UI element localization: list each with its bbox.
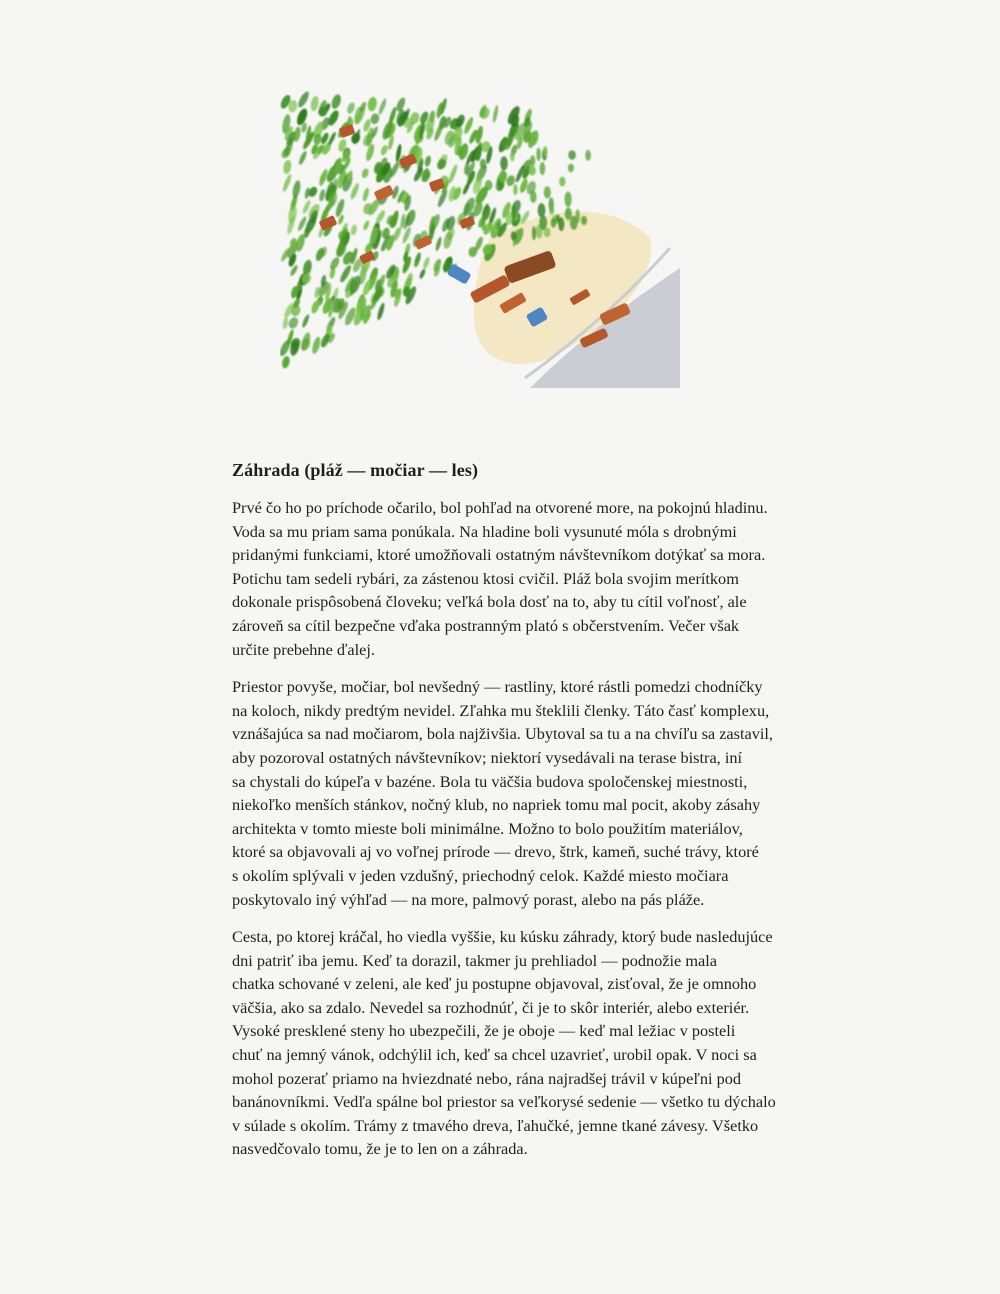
tree-stroke — [500, 156, 508, 170]
paragraph-line: dni patriť iba jemu. Keď ta dorazil, takmer ju prehliadol — podnožie mala — [232, 950, 717, 970]
tree-stroke — [532, 226, 536, 240]
paragraph-3 — [232, 925, 832, 1161]
tree-stroke — [362, 187, 371, 202]
tree-stroke — [376, 302, 386, 321]
paragraph-line: Potichu tam sedeli rybári, za zástenou ktosi cvičil. Pláž bola svojim merítkom — [232, 568, 739, 588]
paragraph-line: v súlade s okolím. Trámy z tmavého dreva, ľahučké, jemne tkané závesy. Všetko — [232, 1115, 759, 1135]
tree-stroke — [435, 236, 443, 251]
tree-stroke — [529, 166, 536, 176]
paragraph-line: mohol pozerať priamo na hviezdnaté nebo, rána najradšej trávil v kúpeľni pod — [232, 1068, 742, 1088]
tree-stroke — [565, 208, 572, 221]
paragraph-line: poskytovalo iný výhľad — na more, palmový porast, alebo na pás pláže. — [232, 889, 705, 909]
tree-stroke — [427, 213, 442, 234]
paragraph-line: Priestor povyše, močiar, bol nevšedný — rastliny, ktoré rástli pomedzi chodníčky — [232, 677, 763, 697]
article-body — [232, 496, 832, 1161]
paragraph-line: na koloch, nikdy predtým nevidel. Zľahka mu šteklili členky. Táto časť komplexu, — [232, 700, 770, 720]
tree-stroke — [330, 93, 343, 110]
article — [232, 456, 832, 1175]
tree-stroke — [287, 205, 298, 225]
tree-stroke — [492, 105, 499, 123]
tree-stroke — [367, 96, 378, 112]
tree-stroke — [496, 221, 500, 230]
paragraph-line: pridanými funkciami, ktoré umožňovali ostatným návštevníkom dotýkať sa mora. — [232, 545, 766, 565]
tree-stroke — [350, 224, 358, 236]
tree-stroke — [538, 203, 546, 217]
tree-stroke — [422, 256, 431, 269]
tree-stroke — [485, 180, 493, 190]
tree-stroke — [536, 148, 541, 161]
tree-stroke — [581, 216, 587, 226]
paragraph-line: niekoľko menších stánkov, nočný klub, no napriek tomu mal pocit, akoby zásahy — [232, 795, 761, 815]
tree-stroke — [311, 336, 322, 355]
paragraph-line: nasvedčovalo tomu, že je to len on a záhrada. — [232, 1139, 528, 1159]
tree-stroke — [361, 168, 370, 179]
tree-stroke — [346, 101, 356, 114]
tree-stroke — [513, 184, 517, 195]
tree-stroke — [296, 90, 311, 109]
paragraph-1 — [232, 496, 832, 661]
tree-stroke — [301, 314, 311, 329]
paragraph-line: väčšia, ako sa zdalo. Nevedel sa rozhodnúť, či je to skôr interiér, alebo exteriér. — [232, 997, 750, 1017]
paragraph-line: architekta v tomto mieste boli minimálne. Možno to bolo použitím materiálov, — [232, 818, 743, 838]
tree-stroke — [318, 189, 326, 202]
paragraph-line: aby pozoroval ostatných návštevníkov; niektorí vysedávali na terase bistra, iní — [232, 747, 743, 767]
tree-stroke — [565, 192, 572, 208]
tree-stroke — [432, 258, 443, 273]
garden-aerial-painting — [280, 88, 680, 388]
tree-stroke — [281, 173, 293, 192]
tree-stroke — [462, 181, 472, 195]
paragraph-line: chuť na jemný vánok, odchýlil ich, keď sa chcel uzavrieť, urobil opak. V noci sa — [232, 1045, 757, 1065]
tree-stroke — [558, 217, 564, 231]
tree-stroke — [511, 204, 516, 220]
tree-stroke — [539, 215, 547, 230]
tree-stroke — [377, 98, 387, 116]
tree-stroke — [282, 159, 292, 174]
tree-stroke — [500, 170, 507, 184]
tree-stroke — [395, 96, 407, 112]
paragraph-line: s okolím splývali v jeden vzdušný, priechodný celok. Každé miesto močiara — [232, 865, 729, 885]
tree-stroke — [530, 191, 537, 203]
tree-stroke — [424, 155, 432, 167]
tree-stroke — [568, 164, 574, 173]
paragraph-2 — [232, 675, 832, 911]
paragraph-line: sa chystali do kúpeľa v bazéne. Bola tu väčšia budova spoločenskej miestnosti, — [232, 771, 748, 791]
paragraph-line: Prvé čo ho po príchode očarilo, bol pohľad na otvorené more, na pokojnú hladinu. — [232, 498, 768, 517]
tree-stroke — [362, 220, 370, 231]
tree-stroke — [374, 209, 387, 225]
tree-stroke — [568, 150, 576, 160]
paragraph-line: dokonale prispôsobená človeku; veľká bola dosť na to, aby tu cítil voľnosť, ale — [232, 592, 747, 612]
paragraph-line: Voda sa mu priam sama ponúkala. Na hladine boli vysunuté móla s drobnými — [232, 521, 737, 541]
tree-stroke — [282, 317, 289, 330]
tree-stroke — [447, 164, 459, 184]
tree-stroke — [413, 252, 422, 268]
paragraph-line: banánovníkmi. Vedľa spálne bol priestor sa veľkorysé sedenie — všetko tu dýchalo — [232, 1092, 776, 1112]
tree-stroke — [291, 180, 302, 199]
paragraph-line: zároveň sa cítil bezpečne vďaka postranným plató s občerstvením. Večer však — [232, 615, 740, 635]
tree-stroke — [530, 155, 535, 166]
watercolor-garden-illustration — [280, 88, 680, 388]
paragraph-line: ktoré sa objavovali aj vo voľnej prírode — drevo, štrk, kameň, suché trávy, ktoré — [232, 842, 759, 862]
tree-stroke — [401, 226, 412, 244]
tree-stroke — [281, 355, 291, 369]
tree-stroke — [549, 206, 554, 215]
tree-stroke — [433, 122, 445, 142]
tree-stroke — [298, 150, 308, 166]
tree-stroke — [480, 159, 486, 169]
tree-stroke — [544, 186, 551, 198]
tree-stroke — [543, 146, 547, 157]
tree-stroke — [365, 143, 376, 162]
tree-stroke — [418, 268, 426, 279]
paragraph-line: chatka schované v zeleni, ale keď ju postupne objavoval, zisťoval, že je omnoho — [232, 974, 757, 994]
tree-stroke — [310, 95, 320, 111]
tree-stroke — [295, 107, 309, 126]
tree-stroke — [327, 131, 337, 146]
paragraph-line: Cesta, po ktorej kráčal, ho viedla vyššie, ku kúsku záhrady, ktorý bude nasledujúce — [232, 927, 773, 947]
tree-stroke — [585, 150, 591, 161]
tree-stroke — [287, 316, 300, 330]
tree-stroke — [481, 217, 486, 231]
tree-stroke — [511, 231, 516, 241]
article-title: Záhrada (pláž — močiar — les) — [232, 460, 479, 480]
paragraph-line: určite prebehne ďalej. — [232, 639, 375, 659]
paragraph-line: Vysoké presklené steny ho ubezpečili, že je oboje — keď mal ležiac v posteli — [232, 1021, 736, 1041]
tree-stroke — [369, 112, 380, 125]
tree-stroke — [551, 218, 556, 228]
tree-stroke — [540, 162, 546, 175]
tree-stroke — [576, 209, 580, 223]
tree-stroke — [559, 177, 565, 187]
tree-stroke — [510, 152, 515, 161]
tree-stroke — [379, 144, 389, 156]
paragraph-line: vznášajúca sa nad močiarom, bola najživšia. Ubytoval sa tu a na chvíľu sa zastavil, — [232, 724, 774, 744]
